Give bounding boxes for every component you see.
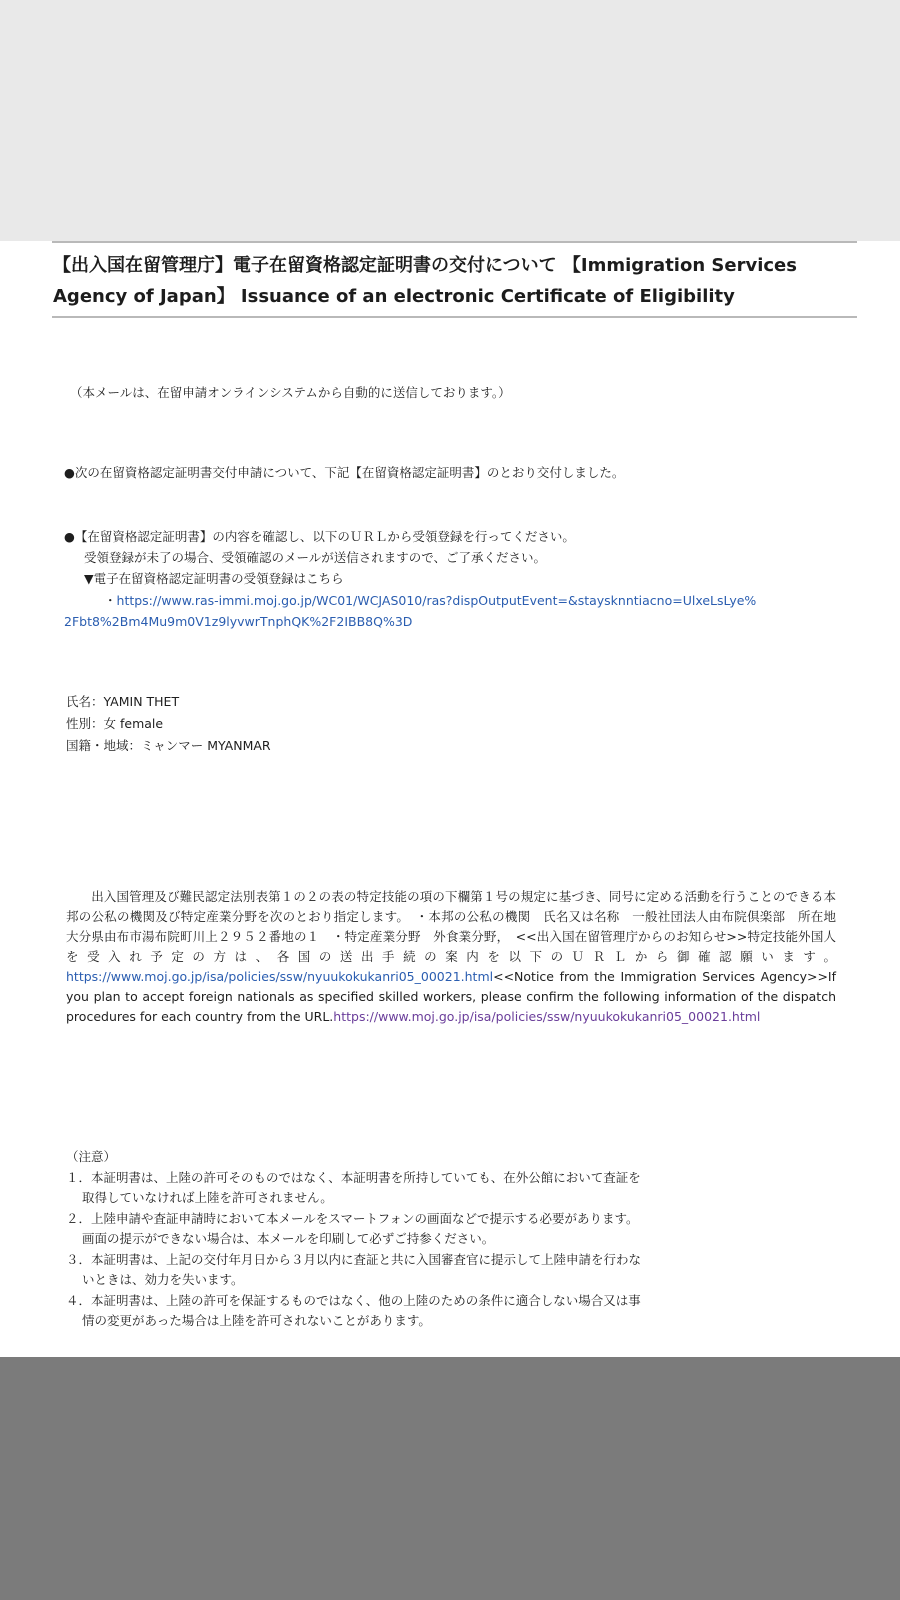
note-item: いときは、効力を失います。: [82, 1272, 244, 1287]
confirm-line-3: ▼電子在留資格認定証明書の受領登録はこちら: [84, 571, 344, 586]
issued-line: ●次の在留資格認定証明書交付申請について、下記【在留資格認定証明書】のとおり交付しました。: [64, 465, 625, 480]
top-divider: [52, 241, 857, 243]
note-item: 情の変更があった場合は上陸を許可されないことがあります。: [82, 1313, 431, 1328]
receipt-url-part2[interactable]: 2Fbt8%2Bm4Mu9m0V1z9lyvwrTnphQK%2F2IBB8Q%3D: [64, 614, 413, 629]
person-name: 氏名：YAMIN THET: [66, 694, 180, 709]
email-document: [0, 241, 900, 1357]
designation-paragraph: [66, 887, 849, 1027]
designation-link-2[interactable]: https://www.moj.go.jp/isa/policies/ssw/nyuukokukanri05_00021.html: [333, 1009, 761, 1024]
confirm-line-1: ●【在留資格認定証明書】の内容を確認し、以下のＵＲＬから受領登録を行ってください。: [64, 529, 575, 544]
receipt-url-part1[interactable]: https://www.ras-immi.moj.go.jp/WC01/WCJAS010/ras?dispOutputEvent=&staysknntiacno=UlxeLsLye%: [116, 593, 757, 608]
designation-link-1[interactable]: https://www.moj.go.jp/isa/policies/ssw/nyuukokukanri05_00021.html: [66, 969, 494, 984]
designation-english: <<Notice from the Immigration Services Agency>>If you plan to accept foreign nationals as specified skilled workers, please confirm the following information of the dispatch procedures for each country from the URL.: [66, 969, 836, 1024]
subject-divider: [52, 316, 857, 318]
confirm-line-2: 受領登録が未了の場合、受領確認のメールが送信されますので、ご了承ください。: [84, 550, 547, 565]
note-item: ３．本証明書は、上記の交付年月日から３月以内に査証と共に入国審査官に提示して上陸申請を行わな: [66, 1251, 642, 1267]
email-subject: 【出入国在留管理庁】電子在留資格認定証明書の交付について 【Immigration Services Agency of Japan】 Issuance of an electronic Certificate of Eligibility: [53, 255, 797, 307]
note-item: 画面の提示ができない場合は、本メールを印刷して必ずご持参ください。: [82, 1231, 495, 1246]
designation-text: 出入国管理及び難民認定法別表第１の２の表の特定技能の項の下欄第１号の規定に基づき、同号に定める活動を行うことのできる本邦の公私の機関及び特定産業分野を次のとおり指定します。 ・本邦の公私の機関 氏名又は名称 一般社団法人由布院倶楽部 所在地 大分県由布市湯布院町川上２９５２番地の１ ・特定産業分野 外食業分野， <<出入国在留管理庁からのお知らせ>>特定技能外国人を受入れ予定の方は、各国の送出手続の案内を以下のＵＲＬから御確認願います。: [66, 889, 849, 964]
bullet: ・: [104, 593, 117, 608]
note-item: ４．本証明書は、上陸の許可を保証するものではなく、他の上陸のための条件に適合しない場合又は事: [66, 1292, 641, 1308]
person-sex: 性別：女 female: [66, 716, 164, 731]
note-item: 取得していなければ上陸を許可されません。: [82, 1190, 333, 1205]
person-nationality: 国籍・地域：ミャンマー MYANMAR: [66, 738, 271, 753]
notes-section: [66, 1147, 846, 1332]
note-item: ２．上陸申請や査証申請時において本メールをスマートフォンの画面などで提示する必要があります。: [66, 1210, 639, 1226]
top-screen-area: [0, 0, 900, 241]
notes-heading: （注意）: [66, 1149, 117, 1164]
note-item: １．本証明書は、上陸の許可そのものではなく、本証明書を所持していても、在外公館において査証を: [66, 1169, 641, 1185]
auto-notice: （本メールは、在留申請オンラインシステムから自動的に送信しております。）: [70, 385, 511, 400]
bottom-screen-area: [0, 1357, 900, 1600]
receipt-url-line-2: [64, 612, 412, 632]
receipt-url-line: [104, 591, 756, 611]
